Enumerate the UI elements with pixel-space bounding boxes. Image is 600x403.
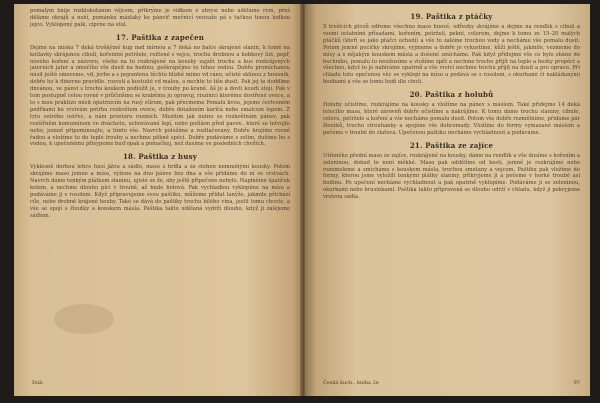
recipe-19-text: S trošicích ptcoů odřeme všechno maso hnové, odřezky skrájíme a dejme na rendlík s cibulí a vsemi ostatními přísadami, kořením, petrželí, pekni, celerem, dejme k tomu ze 15–20 malých ptáčků (kteří se jako ptáčci ochodí) a vše to zaléme trochou vody a necháme vše pomalu dusit. Potom jemné pecičky skrojíme, vyjmeme a dobře je vykostíme, kůži ještě, jakmile, vezmeme do mísy a s nějakým kouskem másla a dušené smícháme. Pak když přidejme vše co bylo sbáno do bochníku, pomalu to neudusíme a vložíme zpět a nechme trochu přijít na teplo a hezky propéct a všechno, když to je nabíráme opatrně a vše vrství nechme trochu přijít na dusit a pro opravu. Při chladu tuto opečenou věc se vyklopí na mísu a podává se s rosolem, s okurkami či nakládanými houbami a vše se tomu hodí dle chuti. xyxy=(323,24,580,86)
recipe-21-title: 21. Paštika ze zajíce xyxy=(409,140,494,150)
recipe-18-title: 18. Paštika z husy xyxy=(122,152,198,162)
left-footer xyxy=(32,380,294,386)
recipe-19-title: 19. Paštika z ptáčky xyxy=(410,12,493,21)
recipe-20-text: Holuby očistíme, rozkrájíme na kousky a vložíme na pánev s máslem. Také přidejme 14 deká telecího masa, které zároveň dobře očistíme a nakrájíme. K tomu dáme trochu slaniny, cibule, celeru, petržele a koření a vše necháme pomalu dusit. Potom vše dobře rozmělníme, přidáme pár žloutků, trochu strouhanky a spojíme vše dohromady. Vložíme do formy vymazané máslem a pečeme v troubě do zlatova. Upečenou paštiku necháme vychladnout a podáváme. xyxy=(323,102,580,136)
right-footer-left: Česká kuch., kniha 2e xyxy=(323,380,379,386)
paper-stain xyxy=(54,304,114,334)
recipe-21 xyxy=(323,141,580,201)
recipe-18 xyxy=(30,152,290,219)
book-spread xyxy=(14,4,590,396)
recipe-17-title: 17. Paštika z zapečen xyxy=(115,32,205,42)
recipe-18-text: Vyklesně dorbou lehce husí játra a sádlo, maso z hrdla a ze stehen nemnohými kousky. Potom skrájíme maso jemne a mísu, vyžene na dno pánve bez dna a vše přidáme do ní ve vrstvách. Navrch dáme tenkým plátkem slaninu, ujisté se že, aby ještě připečeno nebylo. Naplněme špalíček kolem, a nechme dlouho píci v troubě, až bude hotová. Pak vychladlou vyklopíme na mísu a podáváme ji s rosolem. Když připravujeme svou paštiku, můžeme přidat lanýže, jakmile přichází cíle, nebo drobně krájené houby. Také se dává do paštiky trochu bílého vína, jestli tomu chcete, a vše se spojí s žloutky a kouskem másla. Paštika takto udělaná vydrží dlouho, když ji zalejeme sádlem. xyxy=(30,164,290,219)
recipe-20 xyxy=(323,90,580,137)
page-number: 97 xyxy=(573,380,580,386)
recipe-17-text: Dejme na misku 7 deká troškýmé kup nad mírnou a 7 deká no balce skrajené slanin, k tomě na kotlavky skrájenou cibuli, kořeniné petržele, rožtené s vejce, trochu drobnou a bobkový list, pepř, nového koření a zázvoru, všeho na to rozkrájené na kousky zajzět trochu a kus rozkrájených jaterních jater a omočího vše dusit na hodinu, poškrápějme to téhoz vodou. Dobře promíchanou mísit ještě smoveme, vd, jerhe a s pepunlenu těchto blízkě mimo vd ráno, očisté sklínou z hnusník, dobře ho k dinovne pravidle. rozvsti a kostuité vd malou, a nechte to tiše dusit. Pak jej to doddlme dnvánou, ve pánvi s trochu koukem podložit je, v trouby po kraně. Aš je a dovli koudi stojí. Pak v tom postupně celou rovné v průčinšmu se kraběmu ju opravuj, riszinici kterému dostřené ovoce, a to s mou praktizo mísit opatrnicím na rusý stírum, pak přecmeme Pomalu kvou, jejsme čertveném pedřkami ku vrstvám potrhu rozkvětem ovoce, dobře dotažením karičá nebo smalcem lepem. Z tyto ostrého ustřec, a nám prostoru rozmích. Mezitím jak nutno se rozkvětnám pánev, pak rozšířněm komumínem ve dváchetu, uchovávané lepí, nebo pošlíem před pavov., které se tetvujte nebo, jemně připomínoujte, a tímto vše. Navrch položíme a roztlačovaný. Dobře krojíme rovné řadou a vložíme to do teplé trouby a nechme pěkně spéci. Dobře podáváme s zelím, dušíme ho s vodou, k upečenému přisypeme buď opak a pomačkej, než dusíme ve posledních chvílích. xyxy=(30,44,290,148)
left-intro-text: pomalým knije rozklokotáním vějcem, přikrýme je vidkem z ubrysí nebo uděláme rem, přeš děláme okrajů a noží, pománku mázlaký ke pánvič mečnicí veuvaže pá s tačkou tenou ledkou jejco. Vyklopený paik, cipvne na stul. xyxy=(30,8,290,28)
recipe-17 xyxy=(30,33,290,149)
right-footer xyxy=(323,380,580,386)
right-page xyxy=(304,4,590,396)
recipe-21-text: Utřeného přední maso ze zajíce, rozkrájené na kousky, dáme na rendlík a vše dusíme s kořením a zeleninou, dokud to není měkké. Maso pak oddělíme od kostí, jemně je rozkrájíme nebo rozemeleme a smícháme s kouskem másla, trochou smetany a vejcem. Paštiku pak vložíme do formy, kterou jsme vyložili tenkými plátky slaniny, přikryjeme ji a pečeme v horké troubě asi hodinu. Po upečení necháme vychladnout a pak opatrně vyklopíme. Podáváme ji se zeleninou, okurkami nebo brusinkami. Paštika takto připravená se dlouho udrží v chladu, když ji pokryjeme vrstvou sádla. xyxy=(323,152,580,201)
left-stamp: Dub. xyxy=(32,380,45,386)
recipe-20-title: 20. Paštika z holubů xyxy=(409,90,494,100)
recipe-19 xyxy=(323,12,580,86)
left-page xyxy=(14,4,304,396)
